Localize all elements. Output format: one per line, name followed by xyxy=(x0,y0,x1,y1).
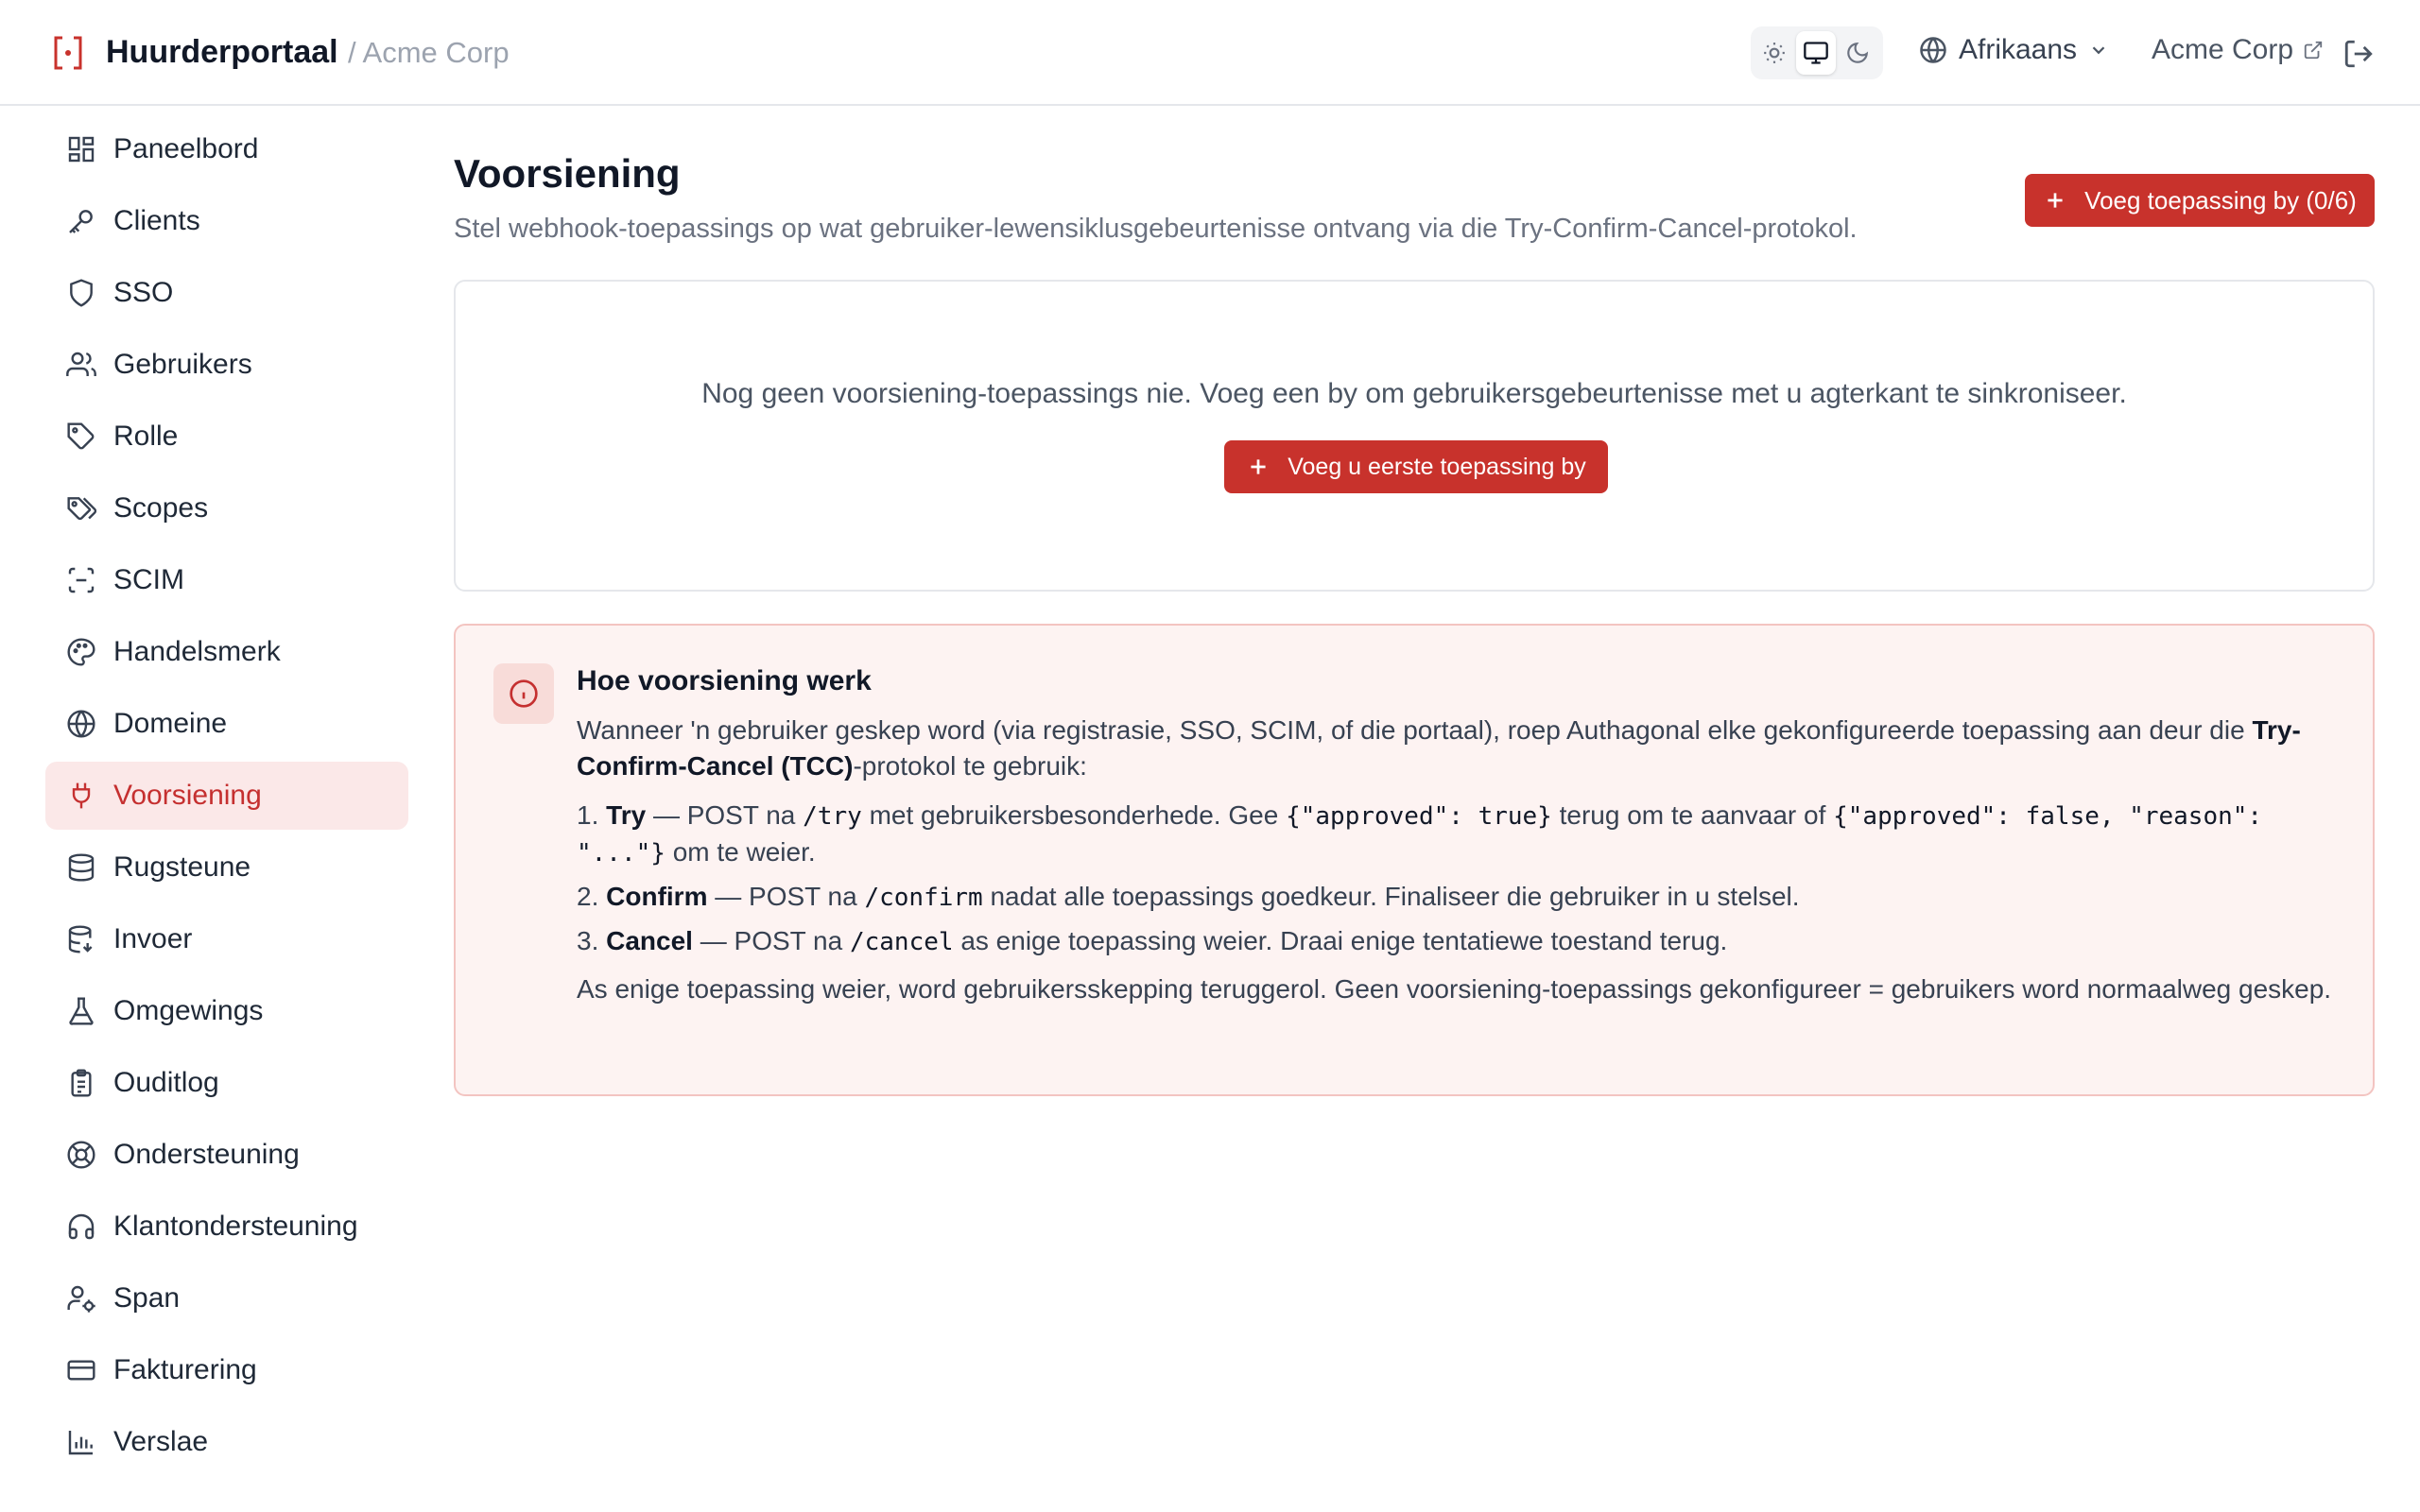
sidebar-item-import[interactable] xyxy=(45,905,408,973)
sidebar-item-label: Paneelbord xyxy=(113,133,259,164)
step-number: 3. xyxy=(577,926,599,955)
top-bar xyxy=(0,0,2420,106)
globe-icon xyxy=(66,709,96,739)
page-subtitle: Stel webhook-toepassings op wat gebruiker-lewensiklusgebeurtenisse ontvang via die Try-Confirm-Cancel-protokol. xyxy=(454,214,1858,244)
plug-icon xyxy=(66,781,96,811)
info-outro: As enige toepassing weier, word gebruikersskepping teruggerol. Geen voorsiening-toepassings gekonfigureer = gebruikers word normaalweg geskep. xyxy=(577,974,2332,1004)
step-text: as enige toepassing weier. Draai enige tentatiewe toestand terug. xyxy=(953,926,1728,955)
empty-state-card xyxy=(454,280,2375,592)
external-link-icon xyxy=(2303,40,2324,60)
sidebar-item-dashboard[interactable] xyxy=(45,115,408,183)
sidebar-item-label: Ondersteuning xyxy=(113,1139,300,1170)
sidebar-item-label: Verslae xyxy=(113,1426,209,1457)
step-text: nadat alle toepassings goedkeur. Finaliseer die gebruiker in u stelsel. xyxy=(982,882,1800,911)
light-theme-button[interactable] xyxy=(1754,31,1794,75)
theme-switcher xyxy=(1751,26,1883,79)
sidebar-item-domains[interactable] xyxy=(45,690,408,758)
sidebar-item-label: Span xyxy=(113,1282,181,1314)
info-steps xyxy=(577,798,2344,960)
bar-chart-icon xyxy=(66,1427,96,1457)
info-title: Hoe voorsiening werk xyxy=(577,665,872,696)
sidebar-item-provisioning[interactable] xyxy=(45,762,408,830)
sidebar xyxy=(45,115,408,1480)
step-text: terug om te aanvaar of xyxy=(1551,800,1834,830)
sidebar-item-label: Klantondersteuning xyxy=(113,1211,358,1242)
sidebar-item-label: SCIM xyxy=(113,564,184,595)
info-icon xyxy=(509,679,539,709)
step-text: om te weier. xyxy=(665,837,816,867)
add-first-application-button[interactable] xyxy=(1224,440,1608,493)
step-text: — POST na xyxy=(646,800,804,830)
sidebar-item-label: Domeine xyxy=(113,708,228,739)
step-code: {"approved": false, "reason": "..."} xyxy=(577,802,2263,868)
brand-name[interactable]: Huurderportaal xyxy=(106,34,338,70)
brand-logo-icon xyxy=(53,36,83,70)
tenant-external-link[interactable] xyxy=(2152,34,2324,66)
page-title: Voorsiening xyxy=(454,151,681,196)
sidebar-item-label: Omgewings xyxy=(113,995,264,1026)
sidebar-item-customer-support[interactable] xyxy=(45,1193,408,1261)
step-text: — POST na xyxy=(707,882,865,911)
sidebar-item-label: Fakturering xyxy=(113,1354,257,1385)
step-code: /cancel xyxy=(849,928,954,956)
sidebar-item-scim[interactable] xyxy=(45,546,408,614)
sidebar-item-backups[interactable] xyxy=(45,833,408,902)
add-application-label: Voeg toepassing by (0/6) xyxy=(2084,185,2357,215)
step-name: Try xyxy=(606,800,647,830)
info-intro-bold: Try-Confirm-Cancel (TCC) xyxy=(577,715,2301,781)
flask-icon xyxy=(66,996,96,1026)
users-icon xyxy=(66,350,96,380)
sun-icon xyxy=(1762,41,1787,65)
step-code: /try xyxy=(803,802,862,831)
main-content xyxy=(454,151,2375,1004)
sidebar-item-label: Rugsteune xyxy=(113,851,251,883)
database-import-icon xyxy=(66,924,96,954)
info-callout xyxy=(454,624,2375,1096)
sidebar-item-label: Voorsiening xyxy=(113,780,262,811)
info-intro-text: Wanneer 'n gebruiker geskep word (via registrasie, SSO, SCIM, of die portaal), roep Authagonal elke gekonfigureerde toepassing aan deur die xyxy=(577,715,2253,745)
sidebar-item-reports[interactable] xyxy=(45,1408,408,1476)
add-application-button[interactable] xyxy=(2025,174,2375,227)
tag-icon xyxy=(66,421,96,452)
shield-icon xyxy=(66,278,96,308)
step-code: /confirm xyxy=(864,884,983,912)
info-intro-tail: -protokol te gebruik: xyxy=(853,751,1087,781)
sidebar-item-clients[interactable] xyxy=(45,187,408,255)
sidebar-item-users[interactable] xyxy=(45,331,408,399)
plus-icon xyxy=(1246,455,1270,479)
language-select[interactable] xyxy=(1919,34,2109,66)
step-number: 2. xyxy=(577,882,599,911)
sidebar-item-sso[interactable] xyxy=(45,259,408,327)
sidebar-item-roles[interactable] xyxy=(45,403,408,471)
list-item xyxy=(577,879,2344,916)
empty-state-text: Nog geen voorsiening-toepassings nie. Voeg een by om gebruikersgebeurtenisse met u agterkant te sinkroniseer. xyxy=(701,378,2127,409)
sidebar-item-label: Ouditlog xyxy=(113,1067,219,1098)
sidebar-item-branding[interactable] xyxy=(45,618,408,686)
tenant-breadcrumb: / Acme Corp xyxy=(348,36,510,69)
user-cog-icon xyxy=(66,1283,96,1314)
lifebuoy-icon xyxy=(66,1140,96,1170)
sidebar-item-scopes[interactable] xyxy=(45,474,408,542)
step-name: Cancel xyxy=(606,926,693,955)
plus-icon xyxy=(2043,188,2067,213)
add-first-application-label: Voeg u eerste toepassing by xyxy=(1288,453,1586,480)
sidebar-item-billing[interactable] xyxy=(45,1336,408,1404)
key-icon xyxy=(66,206,96,236)
step-name: Confirm xyxy=(606,882,708,911)
language-label: Afrikaans xyxy=(1959,34,2078,65)
logout-icon[interactable] xyxy=(2342,38,2375,70)
info-icon-badge xyxy=(493,663,554,724)
dashboard-icon xyxy=(66,134,96,164)
dark-theme-button[interactable] xyxy=(1838,31,1877,75)
tags-icon xyxy=(66,493,96,524)
sidebar-item-support[interactable] xyxy=(45,1121,408,1189)
headphones-icon xyxy=(66,1211,96,1242)
sidebar-item-environments[interactable] xyxy=(45,977,408,1045)
list-item xyxy=(577,923,2344,960)
scan-icon xyxy=(66,565,96,595)
sidebar-item-label: Scopes xyxy=(113,492,209,524)
step-number: 1. xyxy=(577,800,599,830)
system-theme-button[interactable] xyxy=(1796,31,1836,75)
sidebar-item-label: SSO xyxy=(113,277,174,308)
globe-icon xyxy=(1919,36,1947,64)
step-text: — POST na xyxy=(692,926,850,955)
sidebar-item-label: Clients xyxy=(113,205,200,236)
monitor-icon xyxy=(1803,40,1829,66)
database-icon xyxy=(66,852,96,883)
sidebar-item-team[interactable] xyxy=(45,1264,408,1332)
list-item xyxy=(577,798,2344,871)
palette-icon xyxy=(66,637,96,667)
step-text: met gebruikersbesonderhede. Gee xyxy=(861,800,1287,830)
clipboard-icon xyxy=(66,1068,96,1098)
sidebar-item-label: Handelsmerk xyxy=(113,636,281,667)
moon-icon xyxy=(1845,41,1870,65)
sidebar-item-label: Gebruikers xyxy=(113,349,252,380)
info-intro xyxy=(577,713,2344,784)
tenant-link-label: Acme Corp xyxy=(2152,34,2294,65)
sidebar-item-audit-log[interactable] xyxy=(45,1049,408,1117)
sidebar-item-label: Invoer xyxy=(113,923,193,954)
sidebar-item-label: Rolle xyxy=(113,421,179,452)
credit-card-icon xyxy=(66,1355,96,1385)
step-code: {"approved": true} xyxy=(1286,802,1552,831)
info-body xyxy=(577,663,2344,1021)
chevron-down-icon xyxy=(2088,40,2109,60)
